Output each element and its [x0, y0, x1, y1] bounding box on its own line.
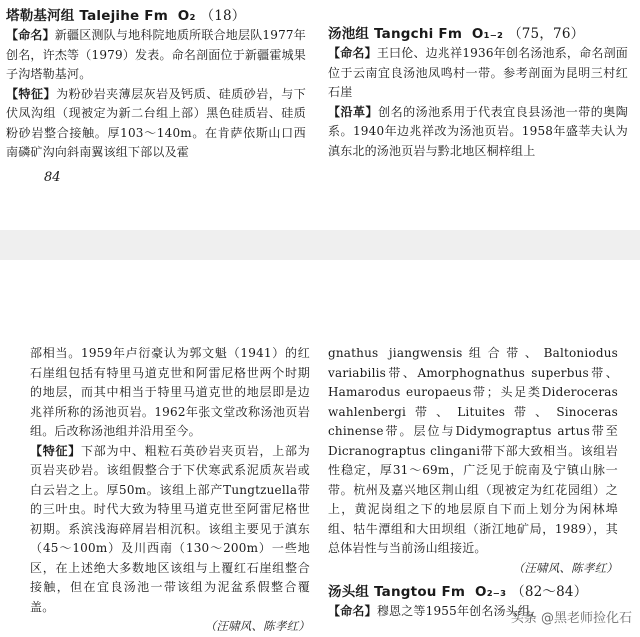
heading-en: Tangtou Fm [374, 584, 466, 600]
watermark: 头条 @黑老师捡化石 [510, 611, 632, 626]
page-number: 84 [44, 170, 61, 185]
section-heading-tangtou [328, 582, 618, 602]
left-column-upper [6, 6, 306, 163]
upper-page [0, 0, 640, 230]
paragraph-history [328, 103, 628, 162]
heading-en: Tangchi Fm [374, 26, 463, 42]
heading-age: O₁₋₂ [471, 26, 504, 42]
paragraph-continued: gnathus jiangwensis组合带、Baltoniodus variabilis带、Amorphognathus superbus带、Hamarodus europaeus带；头足类Dideroceras wahlenbergi带、Lituites带、Sinoceras chinense带。层位与Didymograptus artus带至Dicranograptus clingani带下部大致相当。该组岩性稳定，厚31～69m，广泛见于皖南及宁镇山脉一带。杭州及嘉兴地区荆山组（现被定为红花园组）之上，黄泥岗组之下的地层原自下而上划分为闲林埠组、牯牛潭组和大田坝组（浙江地矿局，1989），其总体岩性与当前汤山组接近。 [328, 346, 618, 555]
heading-ref: （75，76） [508, 26, 585, 42]
paragraph-text: 新疆区测队与地科院地质所联合地层队1977年创名，许杰等（1979）发表。命名剖面位于新疆霍城果子沟塔勒基河。 [6, 28, 306, 81]
left-column-lower [30, 344, 310, 637]
heading-age: O₂ [177, 8, 196, 24]
section-heading-tangchi [328, 24, 628, 44]
author-signature: （汪啸风、陈孝红） [204, 619, 310, 633]
heading-age: O₂₋₃ [475, 584, 507, 600]
paragraph-naming [328, 44, 628, 103]
page-gap [0, 230, 640, 260]
paragraph-text: 创名的汤池系用于代表宜良县汤池一带的奥陶系。1940年边兆祥改为汤池页岩。1958年盛莘夫认为滇东北的汤池页岩与黔北地区桐梓组上 [328, 104, 628, 158]
tag-history: 【沿革】 [328, 104, 379, 119]
heading-ref: （18） [200, 8, 246, 24]
paragraph-text: 为粉砂岩夹薄层灰岩及钙质、硅质砂岩，与下伏凤沟组（现被定为新二台组上部）黑色硅质岩、硅质粉砂岩整合接触。厚103～140m。在肯萨依斯山口西南磷矿沟向斜南翼该组下部以及霍 [6, 86, 306, 159]
paragraph-features [6, 85, 306, 163]
paragraph-text: 下部为中、粗粒石英砂岩夹页岩，上部为页岩夹砂岩。该组假整合于下伏寒武系泥质灰岩或白云岩之上。厚50m。该组上部产Tungtzuella带的三叶虫。时代大致为特里马道克世至阿雷尼格世初期。系滨浅海碎屑岩相沉积。该组主要见于滇东（45～100m）及川西南（130～200m）一些地区，在上述绝大多数地区该组与上覆红石崖组整合接触，但在宜良汤池一带该组为泥盆系假整合覆盖。 [30, 443, 310, 614]
heading-ref: （82～84） [511, 584, 588, 600]
right-column-lower [328, 344, 618, 622]
lower-page [0, 260, 640, 633]
paragraph-features [30, 442, 310, 618]
section-heading-talejihe [6, 6, 306, 26]
author-signature: （汪啸风、陈孝红） [512, 560, 618, 575]
tag-features: 【特征】 [6, 86, 57, 101]
paragraph-naming [6, 26, 306, 85]
tag-features: 【特征】 [30, 443, 82, 458]
tag-naming: 【命名】 [328, 604, 377, 618]
heading-zh: 汤头组 [328, 584, 370, 600]
heading-zh: 汤池组 [328, 26, 370, 42]
right-column-upper [328, 24, 628, 161]
paragraph-text: 王曰伦、边兆祥1936年创名汤池系，命名剖面位于云南宜良汤池凤鸣村一带。参考剖面为昆明三村红石崖 [328, 46, 628, 99]
tag-naming: 【命名】 [328, 46, 377, 60]
paragraph-text: 穆恩之等1955年创名汤头组， [376, 604, 543, 618]
paragraph-continued: 部相当。1959年卢衍豪认为郭文魁（1941）的红石崖组包括有特里马道克世和阿雷尼格世两个时期的地层，而其中相当于特里马道克世的地层即是边兆祥所称的汤池页岩。1962年张文堂改称汤池页岩组。后改称汤池组并沿用至今。 [30, 346, 310, 438]
heading-zh: 塔勒基河组 [6, 8, 75, 24]
tag-naming: 【命名】 [6, 28, 55, 42]
heading-en: Talejihe Fm [79, 8, 168, 24]
